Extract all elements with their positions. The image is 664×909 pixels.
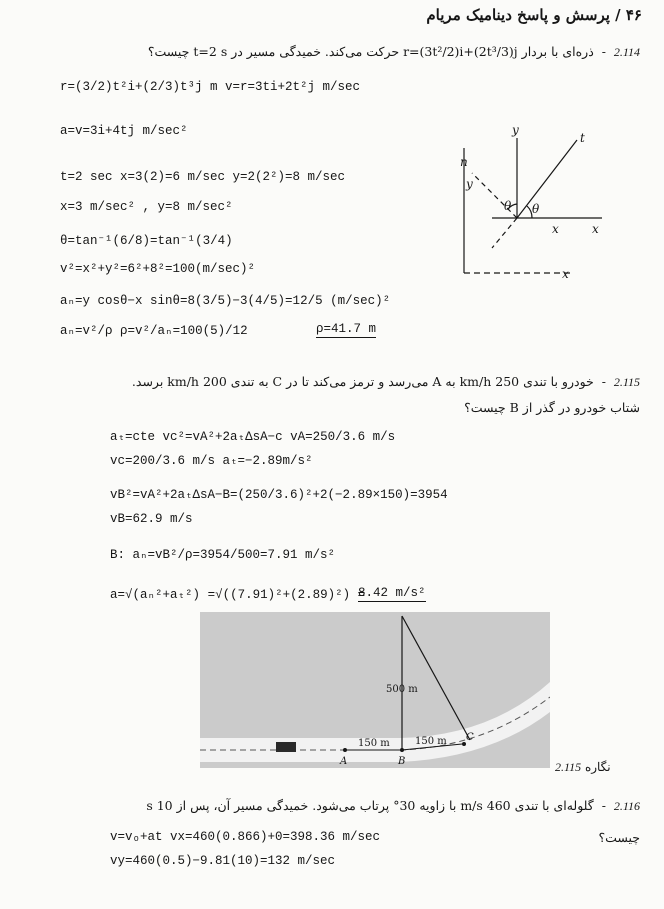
- label-x: x: [592, 222, 599, 236]
- page-header: ۴۶ / پرسش و پاسخ دینامیک مریام: [426, 6, 642, 24]
- point-b: B: [398, 756, 406, 767]
- velocity-diagram: [452, 118, 622, 283]
- caption-word: نگاره: [584, 760, 611, 774]
- eq-line: vB²=vA²+2aₜΔsA−B=(250/3.6)²+2(−2.89×150)=3954: [110, 488, 448, 502]
- eq-line: vB=62.9 m/s: [110, 512, 193, 526]
- eq-line: aₜ=cte vc²=vA²+2aₜΔsA−c vA=250/3.6 m/s: [110, 430, 396, 444]
- result-rho: ρ=41.7 m: [316, 322, 377, 336]
- eq-line: vy=460(0.5)−9.81(10)=132 m/sec: [110, 854, 336, 868]
- question-text: ذره‌ای با بردار r=(3t²/2)i+(2t³/3)j حرکت می‌کند. خمیدگی مسیر در t=2 s چیست؟: [147, 44, 594, 59]
- eq-line: r=(3/2)t²i+(2/3)t³j m v=r=3ti+2t²j m/sec: [60, 80, 361, 94]
- road-diagram: [200, 612, 550, 768]
- eq-line: a=√(aₙ²+aₜ²) =√((7.91)²+(2.89)²) =: [110, 588, 366, 602]
- eq-line: θ=tan⁻¹(6/8)=tan⁻¹(3/4): [60, 234, 233, 248]
- eq-line: B: aₙ=vB²/ρ=3954/500=7.91 m/s²: [110, 548, 336, 562]
- result-accel: 8.42 m/s²: [358, 586, 426, 600]
- radius-label: 500 m: [386, 684, 418, 695]
- label-theta: θ: [532, 202, 540, 216]
- point-c: C: [466, 732, 474, 743]
- question-text: گلوله‌ای با تندی 460 m/s با زاویه 30° پرتاب می‌شود. خمیدگی مسیر آن، پس از 10 s: [146, 798, 594, 813]
- label-theta: θ: [504, 199, 512, 213]
- eq-line: aₙ=y cosθ−x sinθ=8(3/5)−3(4/5)=12/5 (m/sec)²: [60, 294, 391, 308]
- question-2-116-line2: چیست؟: [598, 830, 640, 845]
- question-2-115-line2: شتاب خودرو در گذر از B چیست؟: [464, 400, 640, 415]
- question-2-115: 2.115 - خودرو با تندی 250 km/h به A می‌رسد و ترمز می‌کند تا در C به تندی 200 km/h برسد.: [131, 374, 640, 389]
- distance-label: 150 m: [415, 736, 447, 747]
- question-text: خودرو با تندی 250 km/h به A می‌رسد و ترمز می‌کند تا در C به تندی 200 km/h برسد.: [131, 374, 594, 389]
- point-a: A: [340, 756, 348, 767]
- label-t: t: [580, 131, 585, 145]
- distance-label: 150 m: [358, 738, 390, 749]
- label-y: y: [512, 123, 519, 137]
- label-x: x: [562, 267, 569, 281]
- road-figure: [200, 612, 550, 768]
- eq-line: t=2 sec x=3(2)=6 m/sec y=2(2²)=8 m/sec: [60, 170, 346, 184]
- problem-number: 2.114: [613, 45, 640, 59]
- eq-line: v=vₒ+at vx=460(0.866)+0=398.36 m/sec: [110, 830, 381, 844]
- problem-number: 2.116: [613, 799, 640, 813]
- question-2-114: 2.114 - ذره‌ای با بردار r=(3t²/2)i+(2t³/3)j حرکت می‌کند. خمیدگی مسیر در t=2 s چیست؟: [147, 44, 640, 59]
- problem-number: 2.115: [613, 375, 640, 389]
- eq-line: x=3 m/sec² , y=8 m/sec²: [60, 200, 233, 214]
- car-icon: [276, 742, 296, 752]
- eq-line: a=v=3i+4tj m/sec²: [60, 124, 188, 138]
- eq-line: vc=200/3.6 m/s aₜ=−2.89m/s²: [110, 454, 313, 468]
- question-2-116: 2.116 - گلوله‌ای با تندی 460 m/s با زاویه 30° پرتاب می‌شود. خمیدگی مسیر آن، پس از 10 s: [146, 798, 640, 813]
- figure-caption: [555, 760, 611, 775]
- label-y: y: [466, 177, 473, 191]
- label-x: x: [552, 222, 559, 236]
- eq-line: aₙ=v²/ρ ρ=v²/aₙ=100(5)/12: [60, 324, 248, 338]
- caption-number: 2.115: [555, 760, 582, 774]
- eq-line: v²=x²+y²=6²+8²=100(m/sec)²: [60, 262, 256, 276]
- label-n: n: [460, 155, 468, 169]
